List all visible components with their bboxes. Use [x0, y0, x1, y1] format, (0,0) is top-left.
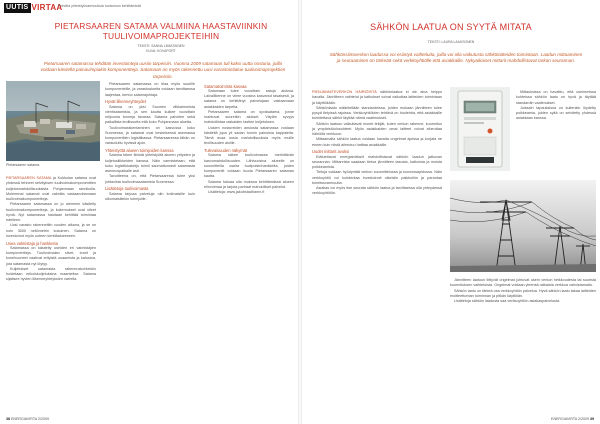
harbor-photo: [6, 81, 100, 161]
left-column-1: [6, 176, 96, 408]
left-byline: [36, 44, 286, 54]
paragraph-text: Mittaamalla sähkön laatua voidaan havaita ongelmat ajoissa ja korjata ne ennen kuin niistä aiheutuu haittaa asiakkaille.: [312, 137, 442, 147]
section-tag: [4, 2, 62, 14]
right-lead: Sähkönsiirtoverkon laadussa voi esiintyä vaihteluita, joilla voi olla vaikutusta sähkölaitteiden toimintaan. Laadun mittaaminen ja seuraaminen on tärkeää sekä verkkoyhtiölle että asiakkaille. Nykyaikaiset mittarit mahdollistavat tarkan seurannan.: [329, 52, 583, 64]
paragraph: [450, 299, 596, 304]
left-headline: [36, 21, 286, 41]
paragraph-text: Satama näkee tuulivoimassa merkittävän kasvumahdollisuuden. Lähivuosina alueelle on suunnitteilla useita tuulipuistohankkeita, joiden komponentit voidaan tuoda Pietarsaaren sataman kautta.: [204, 153, 294, 179]
paragraph-text: Pietarsaaren satama on syväsatama, jonne mahtuvat suuretkin alukset. Väylän syvyys mahdollistaa raskaiden lastien kuljetuksen.: [204, 109, 294, 125]
paragraph: [516, 90, 596, 106]
lead-in-caps: PIETARSAAREN SATAMA: [6, 176, 52, 180]
right-page-number: 39: [590, 417, 594, 421]
paragraph: [312, 137, 442, 148]
paragraph: [105, 82, 195, 98]
right-column-2: [450, 278, 596, 408]
paragraph: [204, 153, 294, 179]
subheading: Lisätietoja tuulivoimasta: [105, 186, 149, 192]
left-byline-photo: KUVA: KOVAPORT: [146, 49, 176, 53]
paragraph: [516, 106, 596, 122]
paragraph-text: Etäluettavat energiamittarit mahdollistavat sähkön laadun jatkuvan seurannan. Mittareista saadaan tietoa jännitteen tasosta, katkoista ja muista poikkeamista.: [312, 154, 442, 169]
section-description: Pohdita yhteistyövarmuuksia tuotannon kehittämistä: [58, 4, 141, 8]
paragraph-text: Pietarsaaren satamassa on jo aiemmin käsitelty tuulivoimakomponentteja, ja kokemukset ovat olleet hyviä. Nyt satamassa halutaan kehittää toimintaa edelleen.: [6, 202, 96, 222]
subheading: Tulevaisuuden näkymät: [204, 148, 248, 153]
paragraph: [312, 170, 442, 186]
right-column-1: [312, 90, 442, 408]
section-tag-label: VIRTAA: [31, 3, 63, 12]
right-page: [302, 0, 600, 424]
right-column-2-top: [516, 90, 596, 174]
paragraph-text: Kuljetukset satamasta rakennuskohteisiin hoidetaan erikoiskuljetuksina maanteitse. Satama sijaitsee hyvien liikenneyhteyksien varrella.: [6, 266, 96, 282]
subheading: Satamatoiminta kasvaa: [204, 83, 247, 89]
paragraph-text: ja Kokkolan satama ovat yhdessä tehneet selvityksen tuulivoimakomponenttien kuljetusmahdollisuuksista Pohjanmaan rannikolla. Molemmat satamat ovat valmiita vastaanottamaan tuulivoimakomponentteja.: [6, 176, 96, 201]
paragraph-text: Sähkön laatu on tärkeä osa verkkoyhtiön palvelua. Hyvä sähkön laatu takaa laitteiden moitteettoman toiminnan ja pitkän käyttöiän.: [450, 288, 596, 298]
paragraph: [204, 110, 294, 126]
paragraph: [312, 155, 442, 171]
harbor-photo-caption: Pietarsaaren satama.: [6, 163, 41, 167]
paragraph: [6, 223, 96, 239]
paragraph: [204, 89, 294, 110]
paragraph-text: Mittauksissa on havaittu, että useimmissa kohteissa sähkön laatu on hyvä ja täyttää standardin vaatimukset.: [516, 90, 596, 105]
paragraph: [204, 190, 294, 195]
right-headline: SÄHKÖN LAATUA ON SYYTÄ MITATA: [370, 22, 532, 32]
left-column-3: [204, 82, 294, 408]
paragraph: [105, 174, 195, 185]
paragraph-text: Satamassa on käsitelty useiden eri valmistajien komponentteja. Tuulivoimalan siivet, tornit ja konehuoneet vaativat erityistä osaamista ja kalustoa, jota satamasta nyt löytyy.: [6, 245, 96, 266]
power-line-photo: [450, 180, 596, 272]
paragraph: [312, 186, 442, 197]
left-footer: [6, 417, 49, 421]
section-tag-box: UUTIS: [6, 4, 29, 11]
paragraph: [6, 246, 96, 267]
paragraph: [450, 278, 596, 289]
right-byline: TEKSTI: LAURA LAAKSONEN: [427, 40, 475, 44]
paragraph: [312, 122, 442, 138]
paragraph: [105, 126, 195, 147]
lead-in-caps: PIENJÄNNITEVERKON HÄIRIÖISTÄ: [312, 90, 377, 94]
paragraph-text: Joissain tapauksissa on kuitenkin löydetty poikkeamia, joiden syitä on selvitetty yhdessä asiakkaan kanssa.: [516, 105, 596, 121]
paragraph-text: Satama tekee tiivistä yhteistyötä alueen yritysten ja kuljetusliikkeiden kanssa. Näin varmistetaan, että koko logistiikkaketju toimii saumattomasti satamasta asennuspaikalle asti.: [105, 153, 195, 173]
paragraph: [450, 289, 596, 300]
subheading: Hyvät liikenneyhteydet: [105, 99, 146, 105]
paragraph-text: Satama tarjoaa palveluja niin kotimaisille kuin ulkomaisillekin toimijoille.: [105, 191, 195, 201]
paragraph-text: Asiakas voi myös itse seurata sähkön laatua ja tarvittaessa olla yhteydessä verkkoyhtiöön.: [312, 186, 442, 196]
right-magazine-name: ENERGIAVIRTA 2/2009: [551, 417, 589, 421]
paragraph-text: sähkönlaatua ei ole aina helppo havaita. Jännitteen vaihtelut ja katkokset voivat vaikuttaa laitteiden toimintaan ja käyttöikään.: [312, 90, 442, 105]
paragraph-text: Uusi varasto rakennettiin vuoden aikana, ja se on noin 3000 neliömetrin kokoinen. Satama on investoinut myös uuteen kenttäalueeseen.: [6, 223, 96, 238]
left-byline-text: TEKSTI: SANNA LIIMATAINEN: [137, 44, 185, 48]
left-column-2: [105, 82, 195, 408]
paragraph: [204, 180, 294, 191]
paragraph-text: Lisätietoja: www.jakobstadhamn.fi: [208, 190, 265, 194]
subheading: Usea valmistaja ja hankkeita: [6, 240, 58, 246]
paragraph-text: Jännitteen laatuun liittyvät ongelmat johtuvat usein verkon heikkoudesta tai suurista kuormituksen vaihteluista. Ongelmat voidaan yleensä ratkaista verkkoa vahvistamalla.: [450, 278, 596, 288]
paragraph-text: Tuulivoimarakentaminen on kasvussa koko Suomessa, ja satamat ovat keskeisessä asemassa komponenttien logistiikassa. Pietarsaaressa tähän on varauduttu hyvissä ajoin.: [105, 125, 195, 146]
paragraph: [6, 202, 96, 223]
paragraph-text: Pietarsaaren satamassa on tilaa myös suurille komponenteille, ja varastoalueita voidaan tarvittaessa laajentaa, kertoo satamajohtaja.: [105, 82, 195, 97]
harbor-photo-image: [6, 81, 100, 161]
paragraph: [312, 106, 442, 122]
left-lead: Pietarsaaren satamassa tehdään investointeja uusiin tarpeisiin. Vuonna 2009 satamaan tuli kaksi uutta nosturia, joilla voidaan käsitellä painavimpiakin komponentteja. Satamaan on myös rakennettu uusi varastointialue tuulivoimaprojektien tarpeisiin.: [40, 61, 286, 79]
paragraph: [6, 176, 96, 202]
paragraph: [105, 105, 195, 126]
paragraph-text: Satamaan tulee vuosittain satoja aluksia. Laivaliikenne on viime vuosina kasvanut tasaisesti, ja satama on kehittänyt palvelujaan vastaamaan asiakkaiden tarpeita.: [204, 88, 294, 109]
paragraph: [105, 153, 195, 174]
paragraph-text: Sähkönlaatu määritellään standardeissa, joiden mukaan jännitteen tulee pysyä tietyissä rajoissa. Verkkoyhtiöiden tehtävä on huolehtia, että asiakkaille toimitettava sähkö täyttää nämä vaatimukset.: [312, 105, 442, 121]
left-page-number: 38: [6, 417, 10, 421]
paragraph-text: Tavoitteena on, että Pietarsaaresta tulee yksi johtavista tuulivoimasatamista Suomessa.: [105, 174, 195, 184]
paragraph: [6, 267, 96, 283]
paragraph: [204, 126, 294, 147]
paragraph-text: Uusien nostureiden ansiosta satamassa voidaan käsitellä jopa yli sadan tonnin painoisia kappaleita. Tämä avaa uusia mahdollisuuksia myös muille teollisuuden aloille.: [204, 125, 294, 146]
left-headline-line2: TUULIVOIMAPROJEKTEIHIN: [102, 31, 220, 41]
right-footer: [551, 417, 594, 421]
left-headline-line1: PIETARSAAREN SATAMA VALMIINA HAASTAVIINKIN: [54, 21, 268, 31]
power-line-image: [450, 180, 596, 272]
electricity-meter-image: [450, 87, 510, 171]
paragraph-text: Satama haluaa olla mukana kehittämässä alueen elinvoimaa ja tarjota parhaat mahdolliset palvelut.: [204, 179, 294, 189]
paragraph-text: Sähkön laatuun vaikuttavat monet tekijät, kuten verkon rakenne, kuormitus ja ympäristöolosuhteet. Myös asiakkaiden omat laitteet voivat aiheuttaa häiriöitä verkkoon.: [312, 121, 442, 136]
electricity-meter-photo: [450, 87, 510, 171]
subheading: Uudet mittarit avuksi: [312, 149, 350, 155]
paragraph-text: Satama on yksi Suomen vilkkaimmista vientisatamista, ja sen kautta kulkee vuosittain miljoonia tonneja tavaraa. Satama palvelee sekä paikallista teollisuutta että koko Pohjanmaan aluetta.: [105, 104, 195, 125]
left-page: [0, 0, 298, 424]
paragraph-text: Tietoja voidaan hyödyntää verkon suunnittelussa ja kunnossapidossa. Näin verkkoyhtiö voi kohdentaa investoinnit oikeisiin paikkoihin ja parantaa toimitusvarmuutta.: [312, 170, 442, 185]
paragraph: [105, 192, 195, 203]
subheading: Yhteistyötä alueen toimijoiden kanssa: [105, 148, 174, 153]
left-magazine-name: ENERGIAVIRTA 2/2009: [11, 417, 49, 421]
paragraph: [312, 90, 442, 106]
paragraph-text: Lisätietoja sähkön laadusta saa verkkoyhtiön asiakaspalvelusta.: [454, 299, 561, 303]
